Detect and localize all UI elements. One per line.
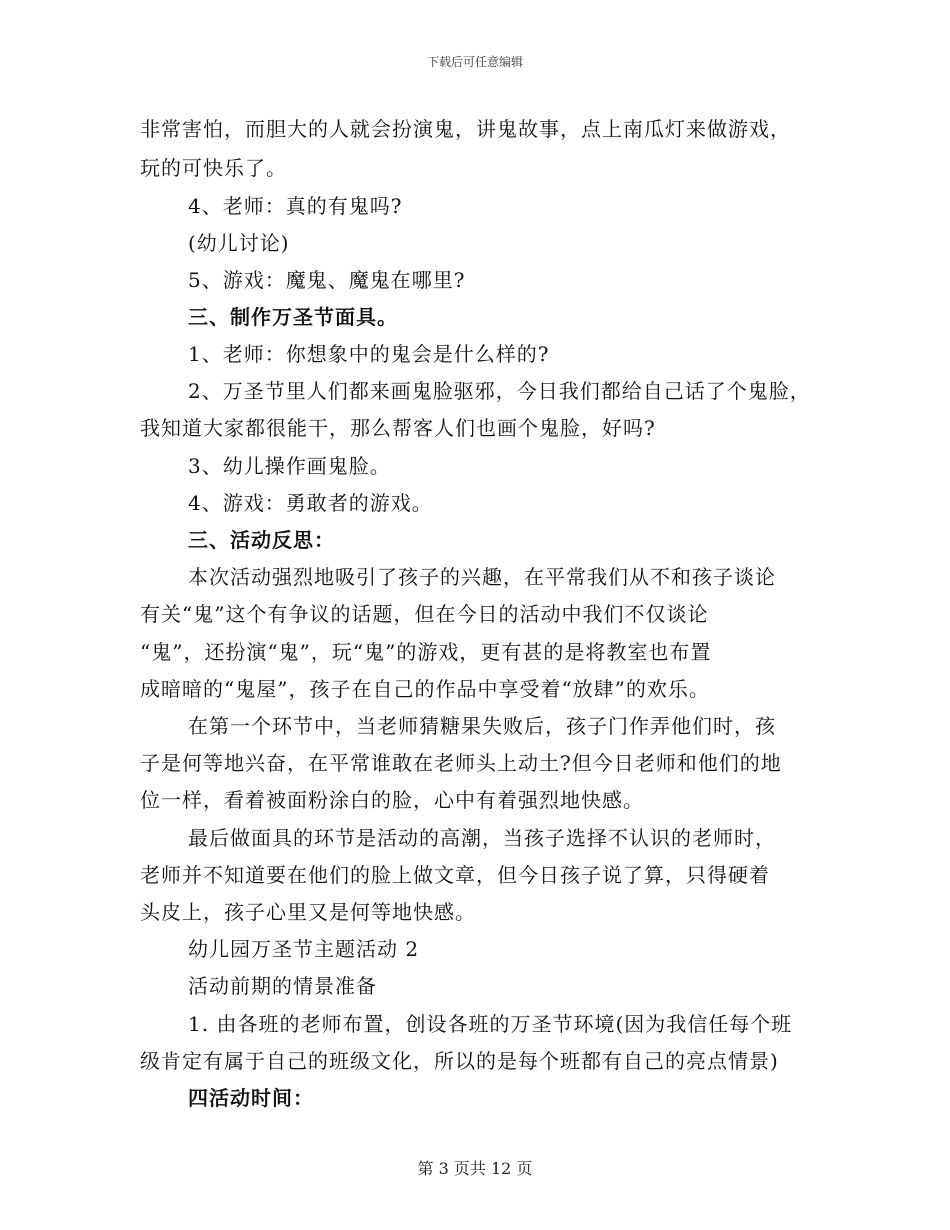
paragraph-line: “鬼”，还扮演“鬼”，玩“鬼”的游戏，更有甚的是将教室也布置 (140, 640, 712, 664)
paragraph-line: (幼儿讨论) (188, 231, 290, 255)
section-heading: 三、活动反思： (188, 528, 335, 552)
list-item: 5、游戏：魔鬼、魔鬼在哪里? (188, 268, 466, 292)
page-header: 下载后可任意编辑 (426, 55, 523, 69)
paragraph-line: 非常害怕，而胆大的人就会扮演鬼，讲鬼故事，点上南瓜灯来做游戏， (140, 117, 791, 141)
list-item: 4、游戏：勇敢者的游戏。 (188, 491, 433, 515)
document-subtitle: 幼儿园万圣节主题活动 2 (188, 937, 420, 961)
list-item: 4、老师：真的有鬼吗? (188, 194, 403, 218)
paragraph-line: 级肯定有属于自己的班级文化，所以的是每个班都有自己的亮点情景) (140, 1049, 779, 1073)
paragraph-line: 有关“鬼”这个有争议的话题，但在今日的活动中我们不仅谈论 (140, 602, 709, 626)
paragraph-line: 在第一个环节中，当老师猜糖果失败后，孩子门作弄他们时，孩 (188, 714, 776, 738)
list-item: 2、万圣节里人们都来画鬼脸驱邪，今日我们都给自己话了个鬼脸， (188, 379, 811, 403)
page-footer: 第 3 页共 12 页 (417, 1159, 533, 1178)
section-heading: 四活动时间： (188, 1086, 314, 1110)
paragraph-line: 头皮上，孩子心里又是何等地快感。 (140, 900, 476, 924)
list-item: 1、老师：你想象中的鬼会是什么样的? (188, 342, 550, 366)
list-item: 3、幼儿操作画鬼脸。 (188, 454, 391, 478)
paragraph-line: 活动前期的情景准备 (188, 974, 377, 998)
section-heading: 三、制作万圣节面具。 (188, 305, 398, 329)
list-item: 1. 由各班的老师布置，创设各班的万圣节环境(因为我信任每个班 (188, 1012, 793, 1036)
paragraph-line: 成暗暗的“鬼屋”，孩子在自己的作品中享受着“放肆”的欢乐。 (140, 677, 710, 701)
paragraph-line: 我知道大家都很能干，那么帮客人们也画个鬼脸，好吗? (140, 416, 656, 440)
paragraph-line: 本次活动强烈地吸引了孩子的兴趣，在平常我们从不和孩子谈论 (188, 565, 776, 589)
paragraph-line: 最后做面具的环节是活动的高潮，当孩子选择不认识的老师时， (188, 826, 776, 850)
paragraph-line: 玩的可快乐了。 (140, 156, 287, 180)
paragraph-line: 老师并不知道要在他们的脸上做文章，但今日孩子说了算，只得硬着 (140, 863, 770, 887)
paragraph-line: 子是何等地兴奋，在平常谁敢在老师头上动土?但今日老师和他们的地 (140, 751, 782, 775)
paragraph-line: 位一样，看着被面粉涂白的脸，心中有着强烈地快感。 (140, 788, 644, 812)
